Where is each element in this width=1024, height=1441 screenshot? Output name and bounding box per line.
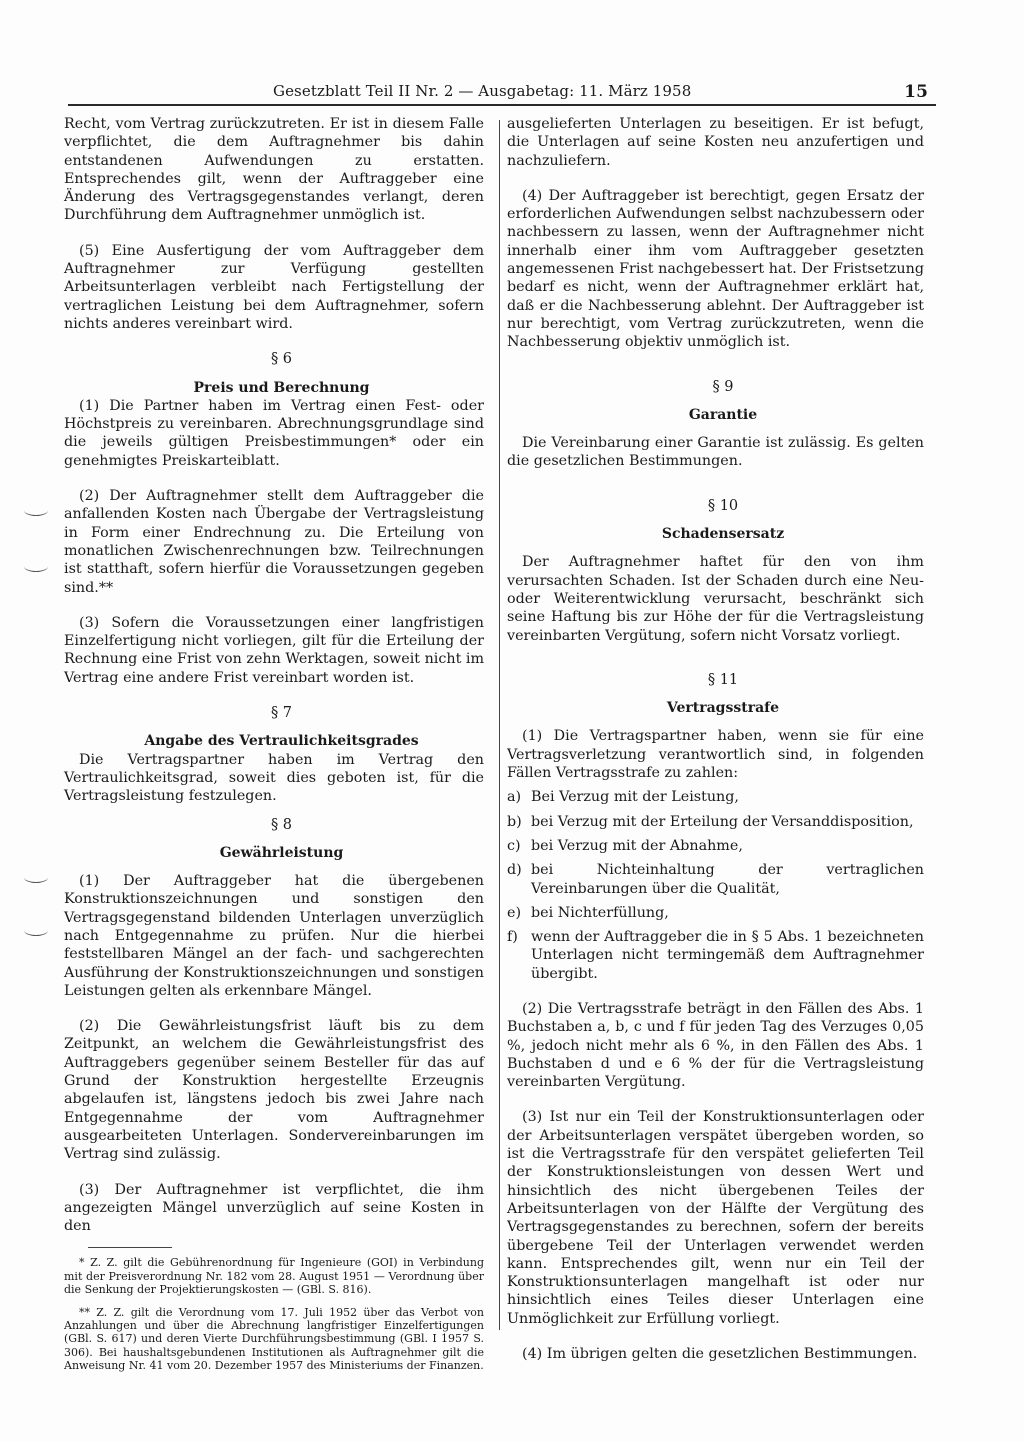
section-number: § 10 <box>707 497 739 514</box>
section-heading: Angabe des Vertraulichkeitsgrades <box>144 733 419 750</box>
list-item <box>507 813 924 831</box>
list-item-text: bei Verzug mit der Abnahme, <box>531 837 743 854</box>
paragraph: (3) Sofern die Voraussetzungen einer langfristigen Einzelfertigung nicht vorliegen, gilt für die Erteilung der Rechnung eine Frist von zehn Werktagen, soweit nicht im Vertrag eine andere Frist vereinbart worden ist. <box>64 614 484 686</box>
paragraph: (5) Eine Ausfertigung der vom Auftraggeber dem Auftragnehmer zur Verfügung gestellten Arbeitsunterlagen verbleibt nach Fertigstellung der vertraglichen Leistung bei dem Auftragnehmer, sofern nichts anderes vereinbart wird. <box>64 242 484 332</box>
list-item-label: f) <box>507 929 518 946</box>
paragraph: (2) Die Vertragsstrafe beträgt in den Fällen des Abs. 1 Buchstaben a, b, c und f für jeden Tag des Verzuges 0,05 %, jedoch nicht mehr als 6 %, in den Fällen des Abs. 1 Buchstaben d und e 6 % der für die Vertragsleistung vereinbarten Vergütung. <box>507 1000 924 1091</box>
paragraph: (3) Ist nur ein Teil der Konstruktionsunterlagen oder der Arbeitsunterlagen verspätet übergeben worden, so ist die Vertragsstrafe für den verspätet gelieferten Teil der Konstruktionsleistungen von dessen Wert und hinsichtlich des nicht übergebenen Teiles der Arbeitsunterlagen von der Hälfte der Vergütung des Vertragsgegenstandes zu berechnen, sofern der bereits übergebene Teil der Unterlagen verwendet werden kann. Entsprechendes gilt, wenn nur ein Teil der Konstruktionsunterlagen mangelhaft ist oder nur hinsichtlich eines Teiles dieser Unterlagen eine Unmöglichkeit zur Erfüllung vorliegt. <box>507 1109 924 1327</box>
list-item-label: a) <box>507 789 522 806</box>
list-item-label: c) <box>507 837 521 854</box>
paragraph: (1) Der Auftraggeber hat die übergebenen Konstruktionszeichnungen und sonstigen den Vertragsgegenstand bildenden Unterlagen unverzüglich nach Entgegennahme zu prüfen. Nur die hierbei feststellbaren Mängel an der fach- und sachgerechten Ausführung der Konstruktionszeichnungen und sonstigen Leistungen gelten als erkennbare Mängel. <box>64 873 484 999</box>
right-column <box>507 115 924 1363</box>
list-item-label: e) <box>507 904 522 921</box>
list-item-text: bei Nichterfüllung, <box>531 904 669 921</box>
footnote: ** Z. Z. gilt die Verordnung vom 17. Juli 1952 über das Verbot von Anzahlungen und über die Abrechnung langfristiger Einzelfertigungen (GBl. S. 617) und deren Vierte Durchführungsbestimmung (GBl. I 1957 S. 306). Bei haushaltsgebundenen Institutionen als Auftragnehmer gilt die Anweisung Nr. 41 vom 20. Dezember 1957 des Ministeriums der Finanzen. <box>64 1306 484 1372</box>
paragraph: (2) Der Auftragnehmer stellt dem Auftraggeber die anfallenden Kosten nach Übergabe der Vertragsleistung in Form einer Endrechnung zu. Die Erteilung von monatlichen Zwischenrechnungen bzw. Teilrechnungen ist statthaft, sofern hierfür die Voraussetzungen gegeben sind.** <box>64 488 484 596</box>
list-item <box>507 904 924 922</box>
section-heading: Vertragsstrafe <box>666 700 780 717</box>
margin-mark <box>24 505 48 516</box>
list-item-text: wenn der Auftraggeber die in § 5 Abs. 1 bezeichneten Unterlagen nicht termingemäß dem Auftragnehmer übergibt. <box>531 929 924 982</box>
list-item <box>507 861 924 898</box>
paragraph: ausgelieferten Unterlagen zu beseitigen. Er ist befugt, die Unterlagen auf seine Kosten neu anzufertigen und nachzuliefern. <box>507 116 924 169</box>
penalty-case-list <box>507 788 924 983</box>
section-number: § 7 <box>270 705 293 722</box>
paragraph: (1) Die Vertragspartner haben, wenn sie für eine Vertragsverletzung verantwortlich sind, in folgenden Fällen Vertragsstrafe zu zahlen: <box>507 728 924 782</box>
footnote: * Z. Z. gilt die Gebührenordnung für Ingenieure (GOI) in Verbindung mit der Preisverordnung Nr. 182 vom 28. August 1951 — Verordnung über die Senkung der Projektierungskosten — (GBl. S. 816). <box>64 1256 484 1296</box>
list-item-label: b) <box>507 813 522 830</box>
paragraph: (2) Die Gewährleistungsfrist läuft bis zu dem Zeitpunkt, an welchem die Gewährleistungsfrist des Auftraggebers gegenüber seinem Besteller für das auf Grund der Konstruktion hergestellte Erzeugnis abgelaufen ist, längstens jedoch bis zwei Jahre nach Entgegennahme der vom Auftragnehmer ausgearbeiteten Unterlagen. Sondervereinbarungen im Vertrag sind zulässig. <box>64 1018 484 1163</box>
paragraph: (4) Der Auftraggeber ist berechtigt, gegen Ersatz der erforderlichen Aufwendungen selbst nachzubessern oder nachbessern zu lassen, wenn der Auftragnehmer nicht innerhalb einer ihm vom Auftraggeber gesetzten angemessenen Frist nachgebessert hat. Der Fristsetzung bedarf es nicht, wenn der Auftragnehmer erklärt hat, daß er die Nachbesserung ablehnt. Der Auftraggeber ist nur berechtigt, vom Vertrag zurückzutreten, wenn die Nachbesserung objektiv unmöglich ist. <box>507 187 924 351</box>
list-item-text: bei Verzug mit der Erteilung der Versanddisposition, <box>531 813 914 830</box>
list-item-text: bei Nichteinhaltung der vertraglichen Vereinbarungen über die Qualität, <box>531 862 924 897</box>
paragraph: (4) Im übrigen gelten die gesetzlichen Bestimmungen. <box>522 1346 918 1363</box>
paragraph: (1) Die Partner haben im Vertrag einen Fest- oder Höchstpreis zu vereinbaren. Abrechnungsgrundlage sind die jeweils gültigen Preisbestimmungen* oder ein genehmigtes Preiskarteiblatt. <box>64 397 484 469</box>
section-heading: Gewährleistung <box>219 844 344 861</box>
section-heading: Preis und Berechnung <box>193 379 370 396</box>
margin-mark <box>24 925 48 936</box>
left-column <box>64 115 484 1372</box>
section-heading: Garantie <box>688 406 758 423</box>
paragraph: (3) Der Auftragnehmer ist verpflichtet, die ihm angezeigten Mängel unverzüglich auf seine Kosten in den <box>64 1181 484 1235</box>
list-item <box>507 788 924 806</box>
paragraph: Die Vertragspartner haben im Vertrag den Vertraulichkeitsgrad, soweit dies geboten ist, für die Vertragsleistung festzulegen. <box>64 751 484 805</box>
list-item <box>507 928 924 983</box>
footnote-rule <box>88 1247 172 1248</box>
list-item <box>507 837 924 855</box>
margin-mark <box>24 561 48 572</box>
header-rule <box>68 104 936 106</box>
column-divider <box>499 120 500 1330</box>
page-number: 15 <box>904 82 928 102</box>
section-number: § 11 <box>707 671 739 688</box>
section-heading: Schadensersatz <box>661 526 785 543</box>
paragraph: Recht, vom Vertrag zurückzutreten. Er ist in diesem Falle verpflichtet, die dem Auftragnehmer bis dahin entstandenen Aufwendungen zu erstatten. Entsprechendes gilt, wenn der Auftraggeber eine Änderung des Vertragsgegenstandes verlangt, deren Durchführung dem Auftragnehmer unmöglich ist. <box>64 116 484 224</box>
section-number: § 6 <box>270 351 293 368</box>
paragraph: Die Vereinbarung einer Garantie ist zulässig. Es gelten die gesetzlichen Bestimmungen. <box>507 435 924 470</box>
section-number: § 8 <box>270 816 293 833</box>
list-item-text: Bei Verzug mit der Leistung, <box>531 789 739 806</box>
paragraph: Der Auftragnehmer haftet für den von ihm verursachten Schaden. Ist der Schaden durch eine Neu- oder Weiterentwicklung verursacht, beschränkt sich seine Haftung bis zur Höhe der für die Vertragsleistung vereinbarten Vergütung, sofern nicht Vorsatz vorliegt. <box>507 554 924 644</box>
margin-mark <box>24 872 48 883</box>
header-title: Gesetzblatt Teil II Nr. 2 — Ausgabetag: 11. März 1958 <box>273 82 692 100</box>
list-item-label: d) <box>507 862 522 879</box>
section-number: § 9 <box>712 378 734 395</box>
